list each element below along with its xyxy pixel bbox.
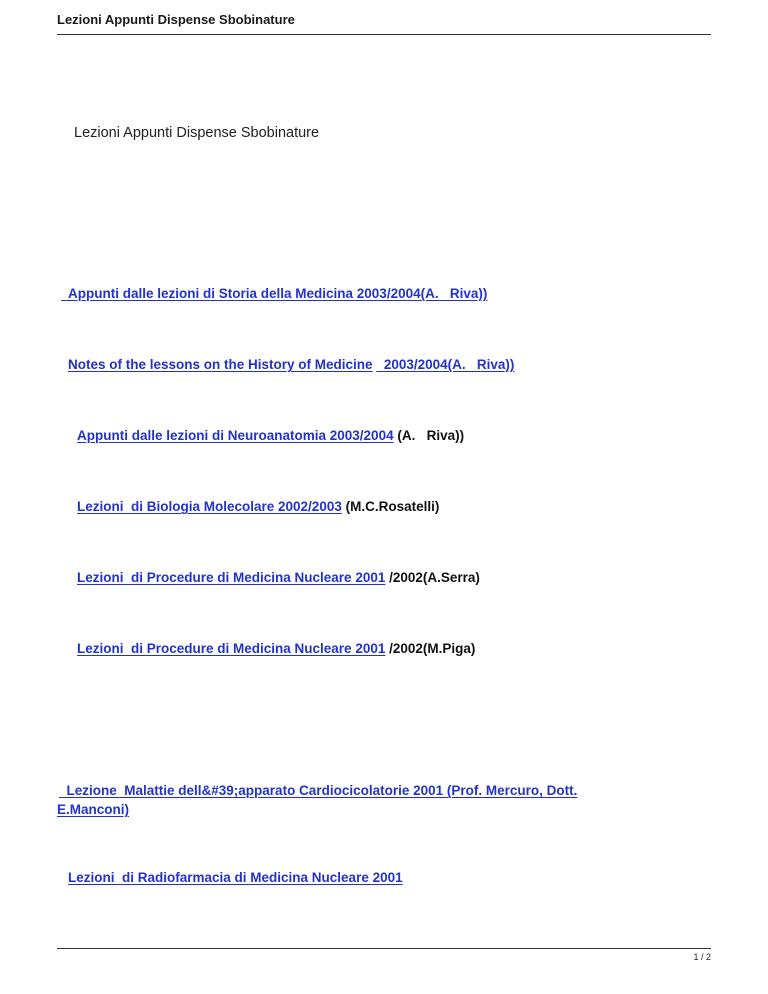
- entry-author: (M.C.Rosatelli): [341, 499, 440, 514]
- link-medicina-nucleare-piga[interactable]: Lezioni di Procedure di Medicina Nucleare 2001: [77, 641, 386, 656]
- document-title: Lezioni Appunti Dispense Sbobinature: [74, 125, 320, 141]
- list-item: [59, 781, 577, 800]
- link-malattie-cardiocircolatorie-cont[interactable]: E.Manconi): [57, 802, 130, 817]
- entry-author: /2002(A.Serra): [385, 570, 480, 585]
- link-medicina-nucleare-serra[interactable]: Lezioni di Procedure di Medicina Nucleare 2001: [77, 570, 386, 585]
- link-radiofarmacia[interactable]: Lezioni di Radiofarmacia di Medicina Nucleare 2001: [68, 870, 403, 885]
- list-item: [61, 284, 487, 303]
- page-number: 1 / 2: [693, 952, 711, 962]
- link-history-medicine[interactable]: Notes of the lessons on the History of Medicine: [68, 357, 373, 372]
- list-item: [77, 568, 480, 587]
- entry-author: (A. Riva)): [393, 428, 465, 443]
- link-neuroanatomia[interactable]: Appunti dalle lezioni di Neuroanatomia 2003/2004: [77, 428, 394, 443]
- running-header-title: Lezioni Appunti Dispense Sbobinature: [57, 12, 295, 27]
- list-item: [68, 355, 514, 374]
- header-divider: [57, 34, 711, 35]
- list-item: [77, 639, 475, 658]
- link-history-medicine-year[interactable]: 2003/2004(A. Riva)): [376, 357, 515, 372]
- list-item: [77, 426, 464, 445]
- link-storia-medicina[interactable]: Appunti dalle lezioni di Storia della Medicina 2003/2004(A. Riva)): [61, 286, 488, 301]
- list-item-continuation: [57, 800, 129, 819]
- link-biologia-molecolare[interactable]: Lezioni di Biologia Molecolare 2002/2003: [77, 499, 342, 514]
- list-item: [68, 868, 403, 887]
- footer-divider: [57, 948, 711, 949]
- link-malattie-cardiocircolatorie[interactable]: Lezione Malattie dell&#39;apparato Cardiocicolatorie 2001 (Prof. Mercuro, Dott.: [59, 783, 578, 798]
- entry-author: /2002(M.Piga): [385, 641, 476, 656]
- list-item: [77, 497, 439, 516]
